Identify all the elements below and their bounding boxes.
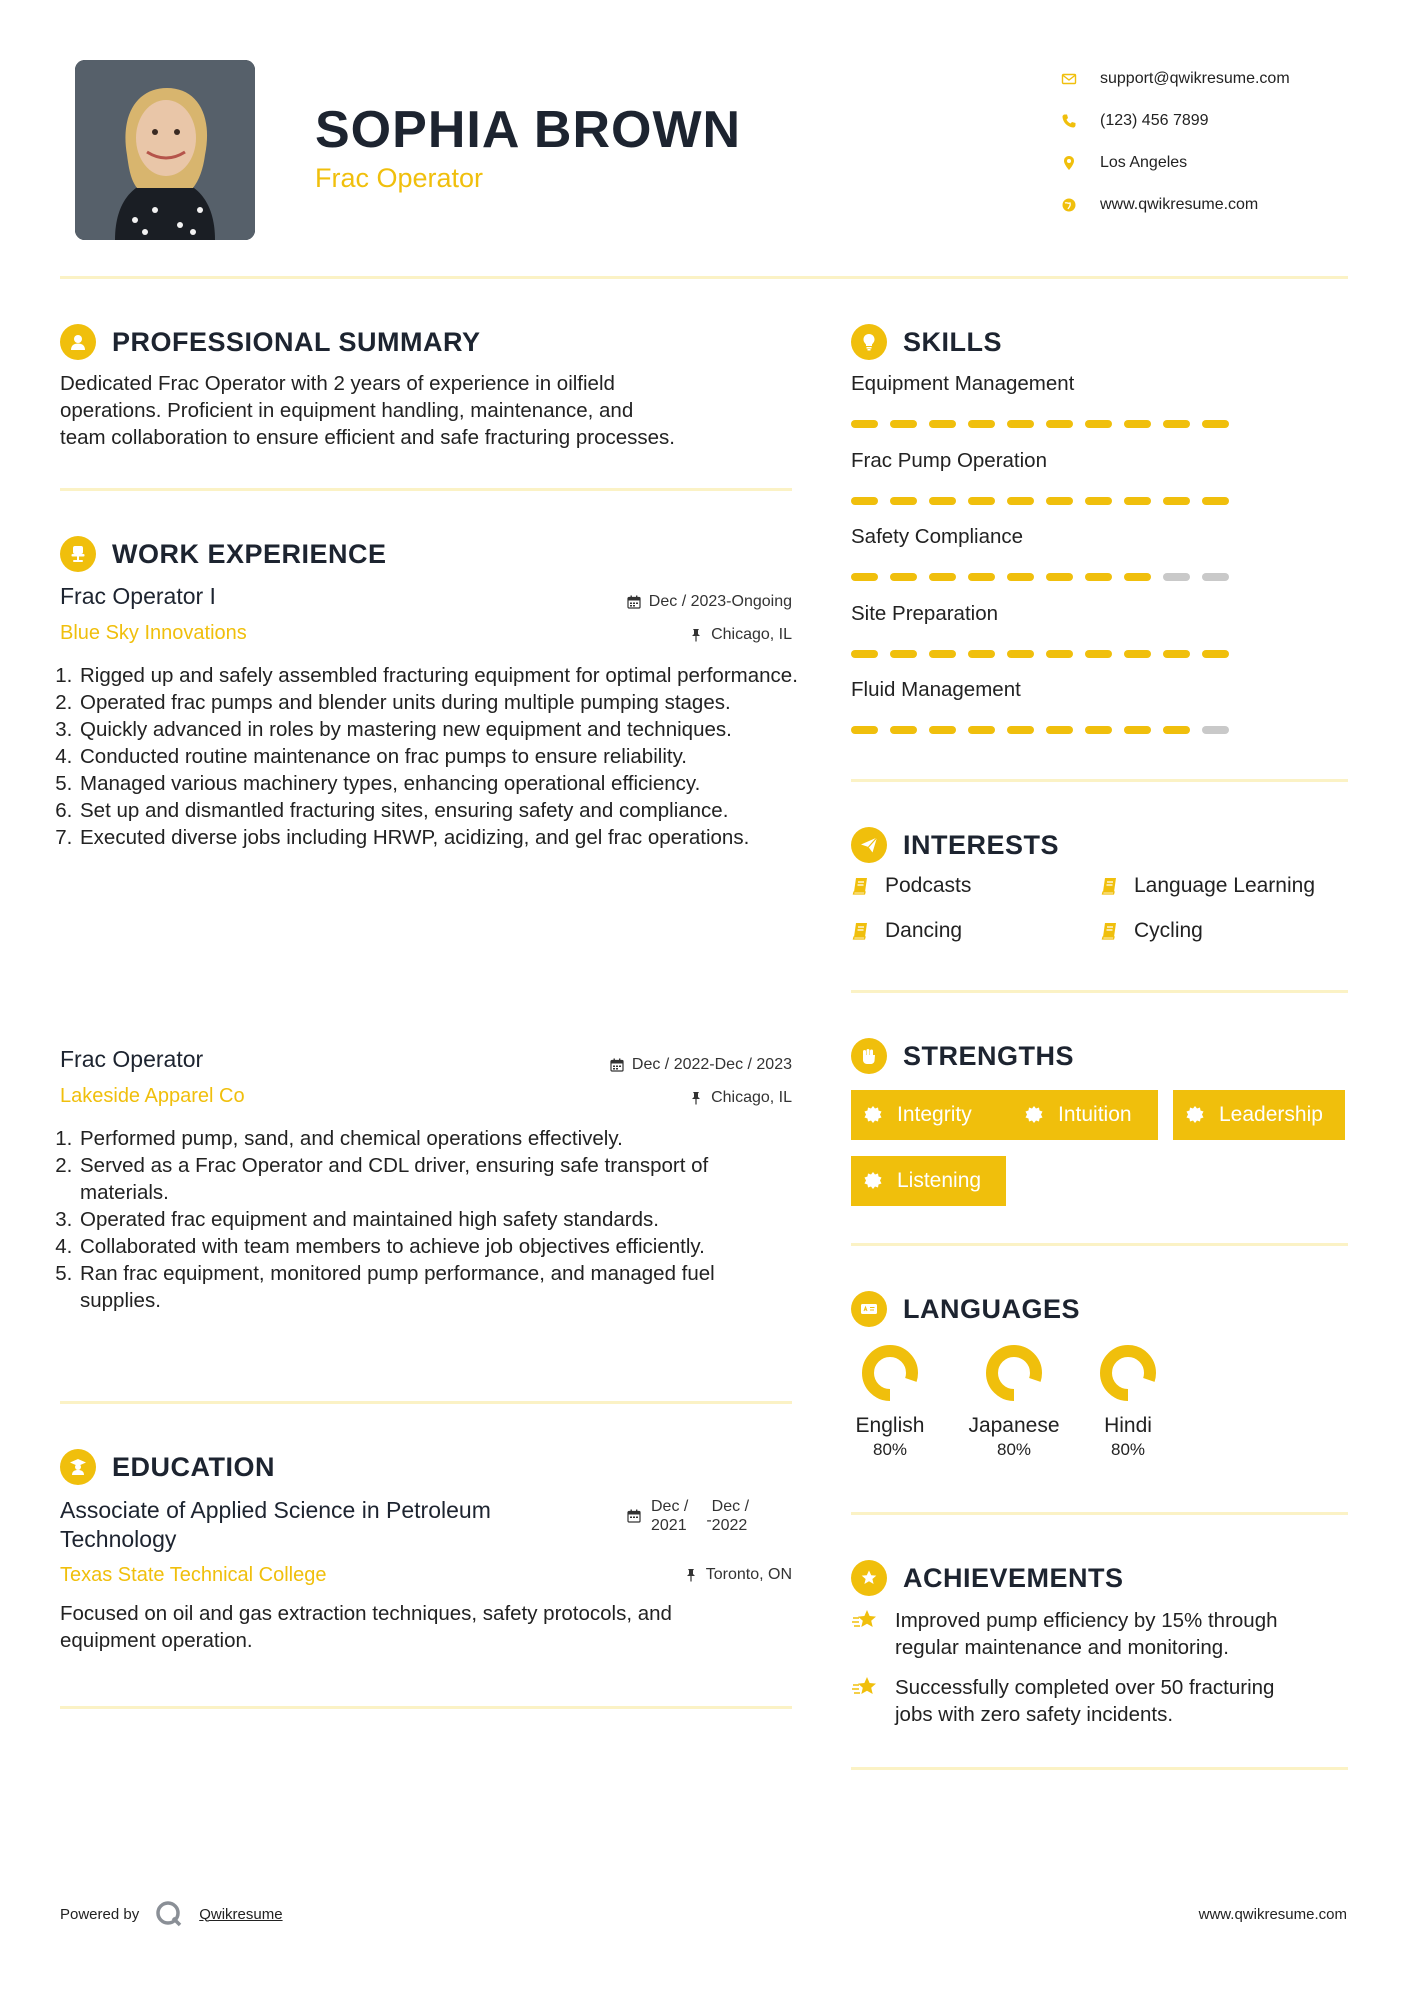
experience-heading: WORK EXPERIENCE [60,536,387,572]
rating-dot-filled [1085,650,1112,658]
list-item: 6. Set up and dismantled fracturing sites, ensuring safety and compliance. [78,797,800,824]
company-name: Blue Sky Innovations [60,622,247,644]
location-pin-icon [1050,155,1088,171]
envelope-icon [1050,71,1088,87]
degree-title: Associate of Applied Science in Petroleum Technology [60,1497,491,1552]
summary-heading: PROFESSIONAL SUMMARY [60,324,481,360]
strength-badge: Integrity [851,1090,1012,1140]
book-icon [1100,921,1120,941]
skill-rating [851,573,1229,581]
rating-dot-filled [968,573,995,581]
rating-dot-filled [968,726,995,734]
rating-dot-filled [1163,726,1190,734]
language-progress-arc [992,1351,1036,1395]
rating-dot-filled [1085,573,1112,581]
rating-dot-filled [851,420,878,428]
language-name: Hindi [1104,1414,1152,1437]
rating-dot-filled [1124,497,1151,505]
achievement-item: Improved pump efficiency by 15% through regular maintenance and monitoring. [851,1607,1351,1661]
job-title: Frac Operator I [60,583,216,609]
job-duties [60,662,800,851]
calendar-icon [627,595,641,609]
skills-divider [851,779,1348,782]
list-item: 1. Rigged up and safely assembled fracturing equipment for optimal performance. [78,662,800,689]
rating-dot-filled [968,650,995,658]
phone-text: (123) 456 7899 [1100,112,1209,129]
company-name: Lakeside Apparel Co [60,1085,245,1107]
rating-dot-filled [890,497,917,505]
skill-name: Safety Compliance [851,525,1024,548]
language-item [959,1342,1069,1460]
rating-dot-filled [929,573,956,581]
rating-dot-filled [1124,420,1151,428]
list-item: 1. Performed pump, sand, and chemical operations effectively. [78,1125,800,1152]
rating-dot-filled [1124,650,1151,658]
list-item: 4. Collaborated with team members to achieve job objectives efficiently. [78,1233,800,1260]
education-heading: EDUCATION [60,1449,275,1485]
rating-dot-filled [968,497,995,505]
skill-name: Site Preparation [851,601,999,625]
language-progress-ring [859,1342,921,1404]
job-duties [60,1125,800,1314]
rating-dot-filled [1163,420,1190,428]
rating-dot-filled [1163,497,1190,505]
pushpin-icon [689,1091,703,1105]
rating-dot-filled [929,497,956,505]
book-icon [1100,876,1120,896]
badge-seal-icon [863,1105,883,1125]
rating-dot-filled [851,497,878,505]
rating-dot-filled [1007,650,1034,658]
skill-name: Frac Pump Operation [851,448,1047,472]
skill-name: Equipment Management [851,372,1075,395]
rating-dot-filled [851,650,878,658]
website-text: www.qwikresume.com [1100,196,1259,213]
job-location: Chicago, IL [540,626,792,644]
education-dates: Dec / 2021 - Dec / 2022 [627,1497,749,1535]
language-percent: 80% [996,1440,1032,1459]
skill-rating [851,650,1229,658]
skill-rating [851,497,1229,505]
language-card-icon [851,1291,887,1327]
rating-dot-filled [1046,497,1073,505]
list-item: 3. Operated frac equipment and maintained high safety standards. [78,1206,800,1233]
rating-dot-filled [1007,726,1034,734]
globe-icon [1050,197,1088,213]
languages-divider [851,1512,1348,1515]
skill-name: Fluid Management [851,678,1021,701]
brand-link[interactable]: Qwikresume [199,1905,283,1923]
rating-dot-filled [1046,573,1073,581]
language-progress-arc [1106,1351,1150,1395]
list-item: 2. Served as a Frac Operator and CDL driver, ensuring safe transport of materials. [78,1152,800,1206]
summary-text: Dedicated Frac Operator with 2 years of experience in oilfield operations. Proficient in equipment handling, maintenance, and team collaboration to ensure efficient and safe fracturing processes. [60,372,675,449]
language-name: English [855,1414,925,1437]
lightbulb-icon [851,324,887,360]
chair-icon [60,536,96,572]
book-icon [851,921,871,941]
profile-photo [75,60,255,240]
rating-dot-filled [1007,420,1034,428]
contact-list [1050,58,1370,226]
list-item: 5. Managed various machinery types, enhancing operational efficiency. [78,770,800,797]
skills-heading: SKILLS [851,324,1002,360]
achievements-heading: ACHIEVEMENTS [851,1560,1124,1596]
badge-seal-icon [863,1171,883,1191]
interest-item: Podcasts [851,874,971,898]
list-item: 4. Conducted routine maintenance on frac pumps to ensure reliability. [78,743,800,770]
rating-dot-filled [1085,726,1112,734]
strength-badge: Leadership [1173,1090,1345,1140]
footer-website[interactable]: www.qwikresume.com [1198,1906,1347,1923]
achievements-divider [851,1767,1348,1770]
rating-dot-filled [890,573,917,581]
list-item: 3. Quickly advanced in roles by mastering new equipment and techniques. [78,716,800,743]
contact-email[interactable] [1050,58,1370,100]
language-percent: 80% [872,1440,908,1459]
profile-photo-image [75,60,255,240]
rating-dot-filled [1085,497,1112,505]
pushpin-icon [684,1568,698,1582]
location-text: Los Angeles [1100,154,1188,171]
rating-dot-filled [890,420,917,428]
rating-dot-empty [1202,726,1229,734]
badge-seal-icon [1185,1105,1205,1125]
language-progress-ring [1097,1342,1159,1404]
languages-heading: LANGUAGES [851,1291,1080,1327]
education-description: Focused on oil and gas extraction techniques, safety protocols, and equipment operation. [60,1602,672,1652]
strength-badge: Listening [851,1156,1006,1206]
achievement-item: Successfully completed over 50 fracturing jobs with zero safety incidents. [851,1674,1351,1728]
rating-dot-filled [890,650,917,658]
rating-dot-empty [1163,573,1190,581]
rating-dot-filled [851,726,878,734]
rating-dot-filled [1007,573,1034,581]
rating-dot-filled [1124,726,1151,734]
paper-plane-icon [851,827,887,863]
job-title: Frac Operator [60,1046,204,1072]
contact-website[interactable] [1050,184,1370,226]
rating-dot-filled [1007,497,1034,505]
rating-dot-filled [1046,420,1073,428]
star-icon [851,1673,881,1703]
calendar-icon [610,1058,624,1072]
interest-item: Cycling [1100,919,1203,943]
interests-divider [851,990,1348,993]
book-icon [851,876,871,896]
email-text: support@qwikresume.com [1100,70,1290,87]
job-dates: Dec / 2022-Dec / 2023 [540,1056,792,1074]
star-badge-icon [851,1560,887,1596]
rating-dot-filled [1163,650,1190,658]
rating-dot-filled [1046,726,1073,734]
summary-divider [60,488,792,491]
list-item: 7. Executed diverse jobs including HRWP, acidizing, and gel frac operations. [78,824,800,851]
skill-rating [851,726,1229,734]
candidate-name: SOPHIA BROWN [315,101,742,159]
education-divider [60,1706,792,1709]
candidate-title: Frac Operator [315,163,484,193]
experience-divider [60,1401,792,1404]
header-divider [60,276,1348,279]
language-progress-ring [983,1342,1045,1404]
rating-dot-filled [1202,420,1229,428]
calendar-icon [627,1509,641,1523]
strengths-divider [851,1243,1348,1246]
rating-dot-filled [1085,420,1112,428]
job-dates: Dec / 2023-Ongoing [540,593,792,611]
interest-item: Language Learning [1100,874,1315,898]
badge-seal-icon [1024,1105,1044,1125]
list-item: 5. Ran frac equipment, monitored pump performance, and managed fuel supplies. [78,1260,800,1314]
qwikresume-logo-icon [153,1898,185,1930]
strength-badge: Intuition [1012,1090,1158,1140]
footer-powered-by: Powered by Qwikresume [60,1898,283,1930]
strengths-heading: STRENGTHS [851,1038,1074,1074]
contact-phone[interactable] [1050,100,1370,142]
education-location: Toronto, ON [540,1566,792,1584]
rating-dot-filled [929,726,956,734]
phone-icon [1050,113,1088,129]
rating-dot-filled [1202,650,1229,658]
language-percent: 80% [1110,1440,1146,1459]
language-item [835,1342,945,1460]
star-icon [851,1606,881,1636]
rating-dot-filled [929,420,956,428]
pushpin-icon [689,628,703,642]
rating-dot-filled [929,650,956,658]
user-icon [60,324,96,360]
rating-dot-filled [1124,573,1151,581]
rating-dot-filled [890,726,917,734]
rating-dot-filled [1046,650,1073,658]
rating-dot-filled [851,573,878,581]
skill-rating [851,420,1229,428]
list-item: 2. Operated frac pumps and blender units during multiple pumping stages. [78,689,800,716]
rating-dot-empty [1202,573,1229,581]
contact-location [1050,142,1370,184]
fist-icon [851,1038,887,1074]
language-name: Japanese [968,1414,1060,1437]
graduate-icon [60,1449,96,1485]
language-item [1073,1342,1183,1460]
interests-heading: INTERESTS [851,827,1059,863]
rating-dot-filled [968,420,995,428]
school-name: Texas State Technical College [60,1564,327,1586]
rating-dot-filled [1202,497,1229,505]
job-location: Chicago, IL [540,1089,792,1107]
interest-item: Dancing [851,919,962,943]
language-progress-arc [868,1351,912,1395]
